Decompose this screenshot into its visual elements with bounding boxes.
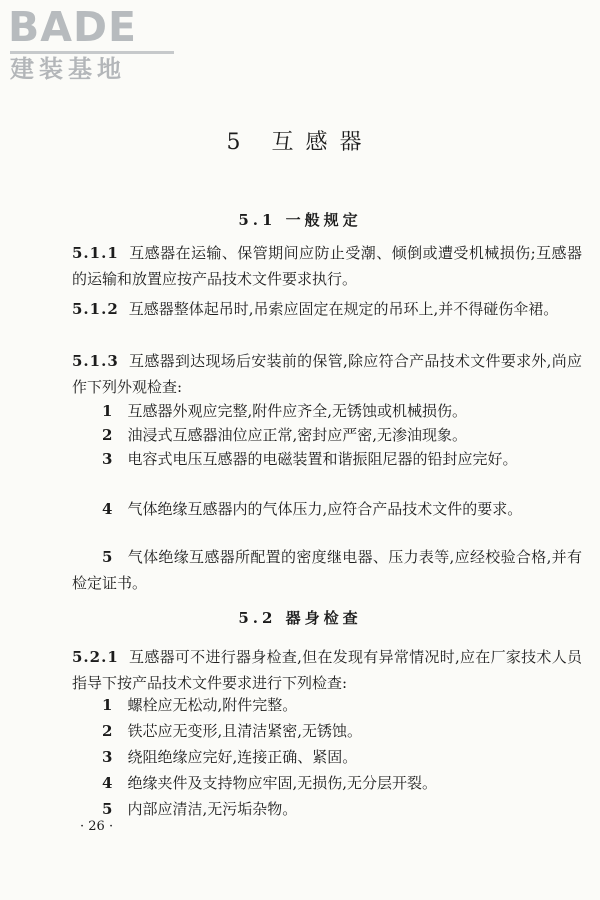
list-item [72,544,582,596]
section-heading-5-2: 5.2 器身检查 [238,609,362,627]
clause-5-1-2 [72,296,582,322]
list-item [72,422,582,448]
page-number: · 26 · [80,819,114,834]
item-number: 3 [102,450,114,468]
item-text: 油浸式互感器油位应正常,密封应严密,无渗油现象。 [127,426,467,444]
list-item [72,496,582,522]
item-text: 电容式电压互感器的电磁装置和谐振阻尼器的铅封应完好。 [127,450,518,468]
list-item [72,398,582,424]
item-number: 2 [102,426,114,444]
item-number: 5 [102,800,114,818]
clause-number: 5.1.3 [72,352,119,370]
item-number: 3 [102,748,114,766]
item-text: 绕阻绝缘应完好,连接正确、紧固。 [127,748,358,766]
clause-text: 互感器可不进行器身检查,但在发现有异常情况时,应在厂家技术人员指导下按产品技术文件要求进行下列检查: [72,648,582,692]
item-number: 4 [102,500,114,518]
clause-number: 5.1.2 [72,300,119,318]
item-number: 1 [102,696,114,714]
logo-wordmark: BADE [8,3,138,51]
chapter-title: 5 互感器 [226,130,374,155]
clause-number: 5.1.1 [72,244,119,262]
clause-5-1-3 [72,348,582,400]
item-text: 气体绝缘互感器内的气体压力,应符合产品技术文件的要求。 [127,500,523,518]
clause-text: 互感器在运输、保管期间应防止受潮、倾倒或遭受机械损伤;互感器的运输和放置应按产品技术文件要求执行。 [72,244,582,288]
item-text: 气体绝缘互感器所配置的密度继电器、压力表等,应经校验合格,并有检定证书。 [72,548,582,592]
clause-number: 5.2.1 [72,648,119,666]
item-text: 互感器外观应完整,附件应齐全,无锈蚀或机械损伤。 [127,402,467,420]
clause-text: 互感器整体起吊时,吊索应固定在规定的吊环上,并不得碰伤伞裙。 [128,300,559,318]
item-text: 螺栓应无松动,附件完整。 [127,696,298,714]
clause-5-1-1 [72,240,582,292]
list-item [72,744,582,770]
list-item [72,796,582,822]
bade-logo [8,4,178,84]
section-heading-5-1: 5.1 一般规定 [238,211,362,229]
item-text: 铁芯应无变形,且清洁紧密,无锈蚀。 [127,722,362,740]
clause-5-2-1 [72,644,582,696]
item-text: 绝缘夹件及支持物应牢固,无损伤,无分层开裂。 [127,774,437,792]
logo-subtitle: 建装基地 [10,55,126,83]
list-item [72,718,582,744]
item-text: 内部应清洁,无污垢杂物。 [127,800,298,818]
item-number: 4 [102,774,114,792]
list-item [72,446,582,472]
item-number: 2 [102,722,114,740]
item-number: 1 [102,402,114,420]
list-item [72,692,582,718]
list-item [72,770,582,796]
clause-text: 互感器到达现场后安装前的保管,除应符合产品技术文件要求外,尚应作下列外观检查: [72,352,582,396]
item-number: 5 [102,548,114,566]
